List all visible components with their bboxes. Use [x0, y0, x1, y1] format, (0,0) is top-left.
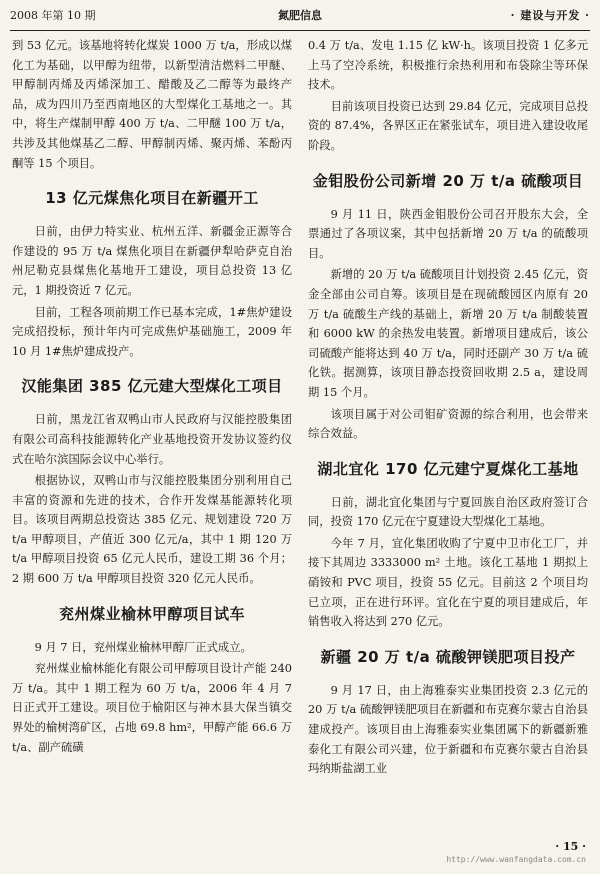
continued-paragraph: 0.4 万 t/a、发电 1.15 亿 kW·h。该项目投资 1 亿多元上马了空冷系统，积极推行余热利用和布袋除尘等环保技术。	[308, 39, 588, 92]
page-number: · 15 ·	[555, 840, 586, 853]
article-paragraph: 根据协议，双鸭山市与汉能控股集团分别利用自己丰富的资源和先进的技术，合作开发煤基能源转化项目。该项目两期总投资达 385 亿元、规划建设 720 万 t/a 甲醇项目，产值近 300 亿元/a，其中 1 期 120 万 t/a 甲醇项目投资 65 亿元人民币，建设工期 36 个月；2 期 600 万 t/a 甲醇项目投资 320 亿元人民币。	[12, 474, 292, 586]
article-paragraph: 目前，工程各项前期工作已基本完成，1#焦炉建设完成招投标，预计年内可完成焦炉基础施工，2009 年 10 月 1#焦炉建成投产。	[12, 305, 292, 358]
article-paragraph: 9 月 7 日，兖州煤业榆林甲醇厂正式成立。	[34, 640, 252, 654]
article-title: 金钼股份公司新增 20 万 t/a 硫酸项目	[312, 171, 584, 190]
article-paragraph: 兖州煤业榆林能化有限公司甲醇项目设计产能 240 万 t/a。其中 1 期工程为 60 万 t/a，2006 年 4 月 7 日正式开工建设。项目位于榆阳区与神木县大保当镇交界处的榆树湾矿区，占地 69.8 hm²，甲醇产能 66.6 万 t/a、副产硫磺	[12, 662, 292, 754]
issue-label: 2008 年第 10 期	[10, 9, 96, 22]
article-paragraph: 目前该项目投资已达到 29.84 亿元，完成项目总投资的 87.4%，各界区正在紧张试车，项目进入建设收尾阶段。	[308, 99, 588, 152]
journal-title: 氮肥信息	[278, 9, 322, 22]
article-paragraph: 9 月 17 日，由上海雅泰实业集团投资 2.3 亿元的 20 万 t/a 硫酸钾镁肥项目在新疆和布克赛尔蒙古自治县建成投产。该项目由上海雅泰实业集团属下的新疆新雅泰化工有限公司兴建，位于新疆和布克赛尔蒙古自治县玛纳斯盐湖工业	[308, 683, 588, 776]
article-title: 汉能集团 385 亿元建大型煤化工项目	[21, 377, 283, 396]
article-title: 新疆 20 万 t/a 硫酸钾镁肥项目投产	[320, 647, 576, 666]
watermark-url: http://www.wanfangdata.com.cn	[446, 855, 586, 864]
article-paragraph: 日前，黑龙江省双鸭山市人民政府与汉能控股集团有限公司高科技能源转化产业基地投资开发协议签约仪式在哈尔滨国际会议中心举行。	[12, 413, 292, 466]
right-column	[308, 36, 588, 844]
article-paragraph: 新增的 20 万 t/a 硫酸项目计划投资 2.45 亿元，资金全部由公司自筹。该项目是在现硫酸园区内原有 20 万 t/a 硫酸生产线的基础上，新增 20 万 t/a 制酸装置和 6000 kW 的余热发电装置。新增项目建成后，该公司硫酸产能将达到 40 万 t/a，同时还副产 30 万 t/a 硫化铁。据测算，该项目静态投资回收期 2.5 a，建设周期 15 个月。	[308, 268, 588, 399]
section-label: · 建设与开发 ·	[510, 9, 590, 22]
article-paragraph: 日前，湖北宜化集团与宁夏回族自治区政府签订合同，投资 170 亿元在宁夏建设大型煤化工基地。	[308, 495, 588, 529]
article-title: 兖州煤业榆林甲醇项目试车	[58, 604, 245, 623]
continued-paragraph: 到 53 亿元。该基地将转化煤炭 1000 万 t/a，形成以煤化工为基础，以甲醇为纽带，以新型清洁燃料二甲醚、甲醇制丙烯及丙烯深加工、醋酸及乙二醇等为最终产品，成为四川乃至西南地区的大型煤化工基地之一。其中，将生产煤制甲醇 400 万 t/a、二甲醚 100 万 t/a，共涉及其他煤基乙二醇、甲醇制丙烯、聚丙烯、苯酚丙酮等 15 个项目。	[12, 39, 292, 170]
left-column	[12, 36, 292, 844]
article-paragraph: 该项目属于对公司钼矿资源的综合利用，也会带来综合效益。	[308, 407, 588, 441]
article-paragraph: 9 月 11 日，陕西金钼股份公司召开股东大会，全票通过了各项议案，其中包括新增 20 万 t/a 的硫酸项目。	[308, 207, 588, 260]
article-columns	[12, 36, 588, 844]
page-footer	[446, 840, 586, 866]
article-paragraph: 日前，由伊力特实业、杭州五洋、新疆金正源等合作建设的 95 万 t/a 煤焦化项目在新疆伊犁哈萨克自治州尼勒克县煤焦化基地开工建设，项目总投资 13 亿元，1 期投资近 7 亿元。	[12, 225, 292, 297]
article-title: 13 亿元煤焦化项目在新疆开工	[45, 189, 259, 208]
article-paragraph: 今年 7 月，宜化集团收购了宁夏中卫市化工厂，并接下其周边 3333000 m² 土地。该化工基地 1 期拟上硝铵和 PVC 项目，投资 55 亿元。目前这 2 个项目均已立项，正在进行环评。宜化在宁夏的项目建成后，年销售收入将达到 270 亿元。	[308, 536, 588, 629]
article-title: 湖北宜化 170 亿元建宁夏煤化工基地	[317, 459, 579, 478]
page-header	[10, 0, 590, 31]
